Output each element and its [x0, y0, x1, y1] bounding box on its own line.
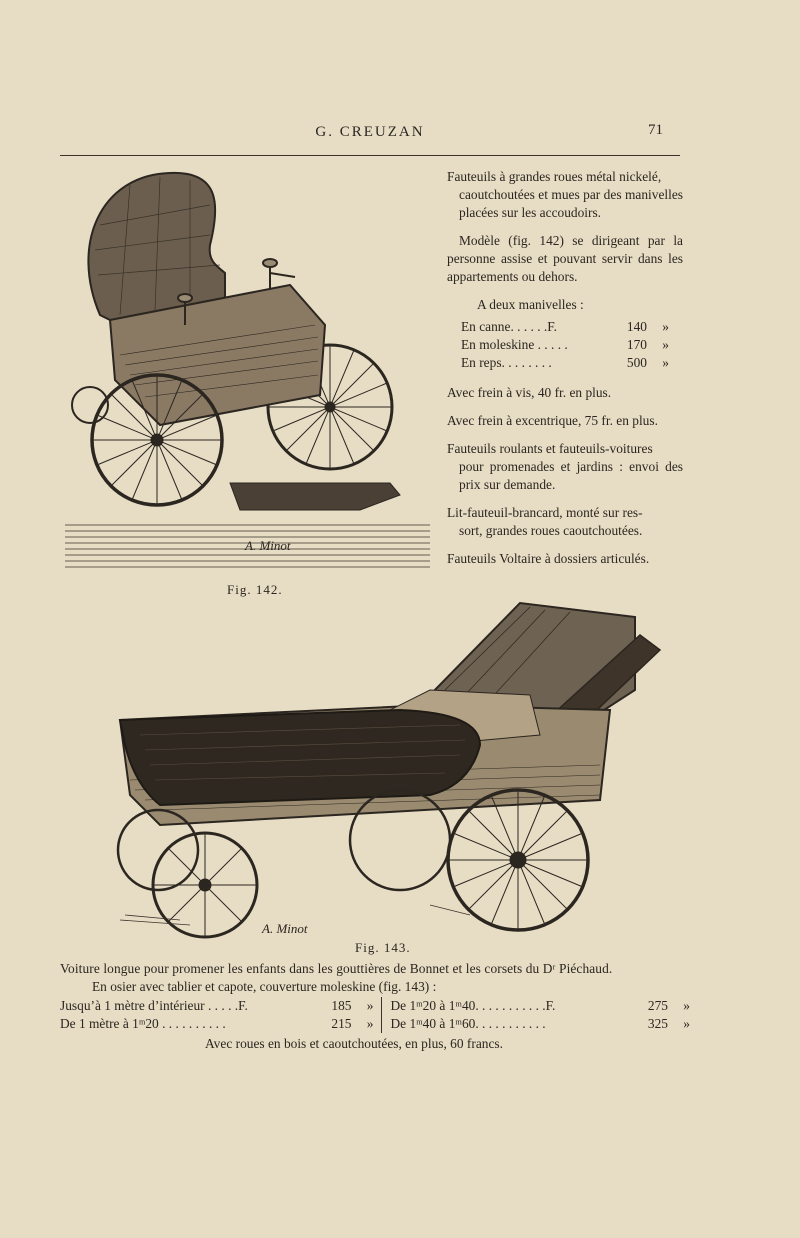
price-mark: » [683, 998, 690, 1013]
price-mark: » [662, 337, 669, 352]
paragraph-screw-brake: Avec frein à vis, 40 fr. en plus. [447, 385, 612, 400]
price-label: De 1ᵐ40 à 1ᵐ60. . . . . . . . . . . [390, 1016, 546, 1031]
price-value: 275 [647, 998, 668, 1013]
price-list-fig142 [447, 318, 683, 372]
price-row [390, 1015, 690, 1033]
paragraph-model: Modèle (fig. 142) se dirigeant par la personne assise et pouvant servir dans les appartements ou dehors. [447, 233, 683, 284]
price-column-left [60, 997, 382, 1033]
text-line: Fauteuils roulants et fauteuils-voitures [447, 441, 653, 456]
paragraph-rolling-chairs [447, 440, 683, 494]
price-row [447, 336, 683, 354]
price-value: 215 [331, 1016, 352, 1031]
wheels-surcharge-note: Avec roues en bois et caoutchoutées, en plus, 60 francs. [205, 1036, 503, 1051]
figure-142-wheelchair [60, 165, 435, 575]
price-value: 325 [647, 1016, 668, 1031]
wheelchair-engraving [60, 165, 435, 575]
moleskine-cover [120, 710, 480, 805]
running-header-title: G. CREUZAN [315, 124, 425, 140]
price-mark: » [366, 1016, 374, 1031]
price-row [60, 997, 373, 1015]
subheading-cranks: A deux manivelles : [477, 297, 584, 312]
price-label: En reps. . . . . . . . [461, 355, 552, 370]
text-line: Lit-fauteuil-brancard, monté sur res- [447, 505, 643, 520]
engraver-signature-143: A. Minot [262, 921, 308, 936]
engraver-signature-142: A. Minot [245, 538, 291, 553]
carriage-engraving [100, 595, 680, 945]
price-row [390, 997, 690, 1015]
paragraph-stretcher [447, 504, 683, 540]
front-near-wheel [153, 833, 257, 937]
footrest [230, 483, 400, 510]
paragraph-wheelchairs [447, 168, 683, 222]
text-continuation: pour promenades et jardins : envoi des prix sur demande. [459, 459, 683, 492]
paragraph-eccentric-brake: Avec frein à excentrique, 75 fr. en plus. [447, 413, 658, 428]
text-continuation: caoutchoutées et mues par des manivelles placées sur les accoudoirs. [459, 187, 683, 220]
price-label: De 1 mètre à 1ᵐ20 . . . . . . . . . . [60, 1016, 226, 1031]
price-value: 500 [626, 355, 647, 370]
price-row [447, 318, 683, 336]
text-continuation: sort, grandes roues caoutchoutées. [459, 523, 643, 538]
bottom-text-block [60, 960, 690, 1053]
price-mark: » [366, 998, 374, 1013]
rear-near-wheel [448, 790, 588, 930]
carriage-options: En osier avec tablier et capote, couverture moleskine (fig. 143) : [92, 979, 437, 994]
price-label: En moleskine . . . . . [461, 337, 568, 352]
price-value: 170 [626, 337, 647, 352]
price-value: 185 [331, 998, 352, 1013]
price-row [447, 354, 683, 372]
price-mark: » [662, 355, 669, 370]
price-value: 140 [626, 319, 647, 334]
front-wheel [92, 375, 222, 505]
price-mark: » [683, 1016, 690, 1031]
carriage-price-table [60, 997, 690, 1033]
price-column-right [382, 997, 690, 1033]
right-column-text [447, 168, 683, 578]
price-label: Jusqu’à 1 mètre d’intérieur . . . . .F. [60, 998, 248, 1013]
carriage-description: Voiture longue pour promener les enfants dans les gouttières de Bonnet et les corsets du Dʳ Piéchaud. [60, 961, 613, 976]
price-row [60, 1015, 373, 1033]
price-mark: » [662, 319, 669, 334]
text-line: Fauteuils à grandes roues métal nickelé, [447, 169, 662, 184]
page-number: 71 [648, 122, 663, 138]
price-label: De 1ᵐ20 à 1ᵐ40. . . . . . . . . . .F. [390, 998, 556, 1013]
price-label: En canne. . . . . .F. [461, 319, 557, 334]
figure-142-caption: Fig. 142. [227, 582, 283, 597]
figure-143-long-carriage [100, 595, 680, 945]
header-rule [60, 155, 680, 156]
figure-143-caption: Fig. 143. [355, 940, 411, 955]
paragraph-voltaire: Fauteuils Voltaire à dossiers articulés. [447, 551, 650, 566]
